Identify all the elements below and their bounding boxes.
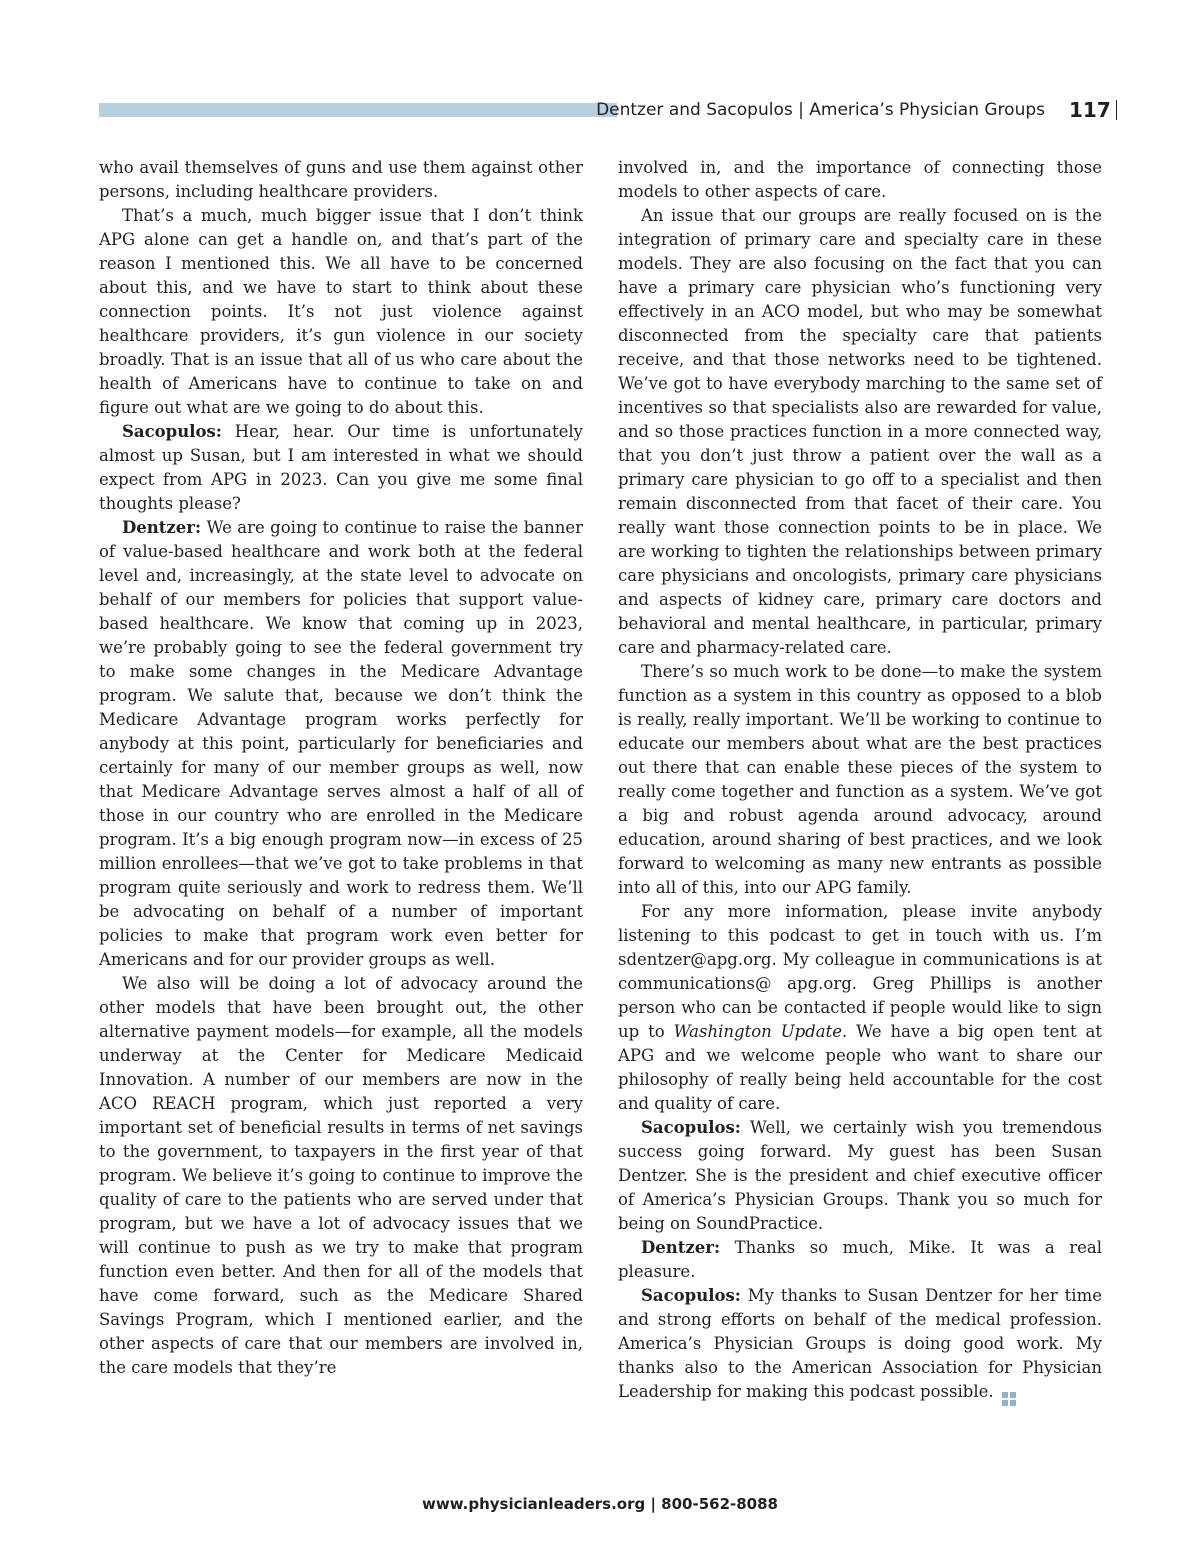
paragraph: involved in, and the importance of connecting those models to other aspects of care. xyxy=(618,158,1102,201)
paragraph xyxy=(618,1116,1102,1236)
speaker-label: Sacopulos: xyxy=(641,1118,741,1137)
paragraph xyxy=(618,1236,1102,1284)
paragraph xyxy=(618,900,1102,1116)
paragraph xyxy=(99,420,583,516)
end-of-article-icon xyxy=(1002,1392,1016,1406)
paragraph: An issue that our groups are really focused on is the integration of primary care and specialty care in these models. They are also focusing on the fact that you can have a primary care physician who’s functioning very effectively in an ACO model, but who may be somewhat disconnected from the specialty care that patients receive, and that those networks need to be tightened. We’ve got to have everybody marching to the same set of incentives so that specialists also are rewarded for value, and so those practices function in a more connected way, that you don’t just throw a patient over the wall as a primary care physician to go off to a specialist and then remain disconnected from that facet of their care. You really want those connection points to be in place. We are working to tighten the relationships between primary care physicians and oncologists, primary care physicians and aspects of kidney care, primary care doctors and behavioral and mental healthcare, in particular, primary care and pharmacy-related care. xyxy=(618,206,1102,657)
paragraph-text: We are going to continue to raise the banner of value-based healthcare and work both at the federal level and, increasingly, at the state level to advocate on behalf of our members for policies that support value-based healthcare. We know that coming up in 2023, we’re probably going to see the federal government try to make some changes in the Medicare Advantage program. We salute that, because we don’t think the Medicare Advantage program works perfectly for anybody at this point, particularly for beneficiaries and certainly for many of our member groups as well, now that Medicare Advantage serves almost a half of all of those in our country who are enrolled in the Medicare program. It’s a big enough program now—in excess of 25 million enrollees—that we’ve got to take problems in that program quite seriously and work to redress them. We’ll be advocating on behalf of a number of important policies to make that program work even better for Americans and for our provider groups as well. xyxy=(99,518,583,969)
publication-title: Washington Update xyxy=(673,1022,842,1041)
footer-contact: www.physicianleaders.org | 800-562-8088 xyxy=(422,1495,778,1513)
header-accent-bar xyxy=(99,103,617,117)
paragraph-text: Hear, hear. Our time is unfortunately almost up Susan, but I am interested in what we should expect from APG in 2023. Can you give me some final thoughts please? xyxy=(99,422,583,513)
paragraph-text: Well, we certainly wish you tremendous success going forward. My guest has been Susan Dentzer. She is the president and chief executive officer of America’s Physician Groups. Thank you so much for being on SoundPractice. xyxy=(618,1118,1102,1233)
speaker-label: Dentzer: xyxy=(641,1238,721,1257)
paragraph: We also will be doing a lot of advocacy around the other models that have been brought out, the other alternative payment models—for example, all the models underway at the Center for Medicare Medicaid Innovation. A number of our members are now in the ACO REACH program, which just reported a very important set of beneficial results in terms of net savings to the government, to taxpayers in the first year of that program. We believe it’s going to continue to improve the quality of care to the patients who are served under that program, but we have a lot of advocacy issues that we will continue to push as we try to make that program function even better. And then for all of the models that have come forward, such as the Medicare Shared Savings Program, which I mentioned earlier, and the other aspects of care that our members are involved in, the care models that they’re xyxy=(99,974,583,1377)
speaker-label: Sacopulos: xyxy=(122,422,222,441)
paragraph-text: For any more information, please invite anybody listening to this podcast to get in touch with us. I’m sdentzer@apg.org. My colleague in communications is at communications@ apg.org. Greg Phillips is another person who can be contacted if people would like to sign up to xyxy=(618,902,1102,1041)
paragraph xyxy=(618,1284,1102,1406)
page-number: 117 xyxy=(1069,98,1111,122)
left-column xyxy=(99,156,583,1380)
paragraph: That’s a much, much bigger issue that I don’t think APG alone can get a handle on, and that’s part of the reason I mentioned this. We all have to be concerned about this, and we have to start to think about these connection points. It’s not just violence against healthcare providers, it’s gun violence in our society broadly. That is an issue that all of us who care about the health of Americans have to continue to take on and figure out what are we going to do about this. xyxy=(99,206,583,417)
paragraph: who avail themselves of guns and use them against other persons, including healthcare providers. xyxy=(99,158,583,201)
paragraph-text: Thanks so much, Mike. It was a real pleasure. xyxy=(618,1238,1102,1281)
paragraph-text: My thanks to Susan Dentzer for her time and strong efforts on behalf of the medical profession. America’s Physician Groups is doing good work. My thanks also to the American Association for Physician Leadership for making this podcast possible. xyxy=(618,1286,1102,1401)
paragraph xyxy=(99,516,583,972)
right-column xyxy=(618,156,1102,1406)
speaker-label: Sacopulos: xyxy=(641,1286,741,1305)
running-head: Dentzer and Sacopulos | America’s Physician Groups xyxy=(596,100,1045,120)
paragraph-text: . We have a big open tent at APG and we welcome people who want to share our philosophy of really being held accountable for the cost and quality of care. xyxy=(618,1022,1102,1113)
speaker-label: Dentzer: xyxy=(122,518,202,537)
paragraph: There’s so much work to be done—to make the system function as a system in this country as opposed to a blob is really, really important. We’ll be working to continue to educate our members about what are the best practices out there that can enable these pieces of the system to really come together and function as a system. We’ve got a big and robust agenda around advocacy, around education, around sharing of best practices, and we look forward to welcoming as many new entrants as possible into all of this, into our APG family. xyxy=(618,662,1102,897)
